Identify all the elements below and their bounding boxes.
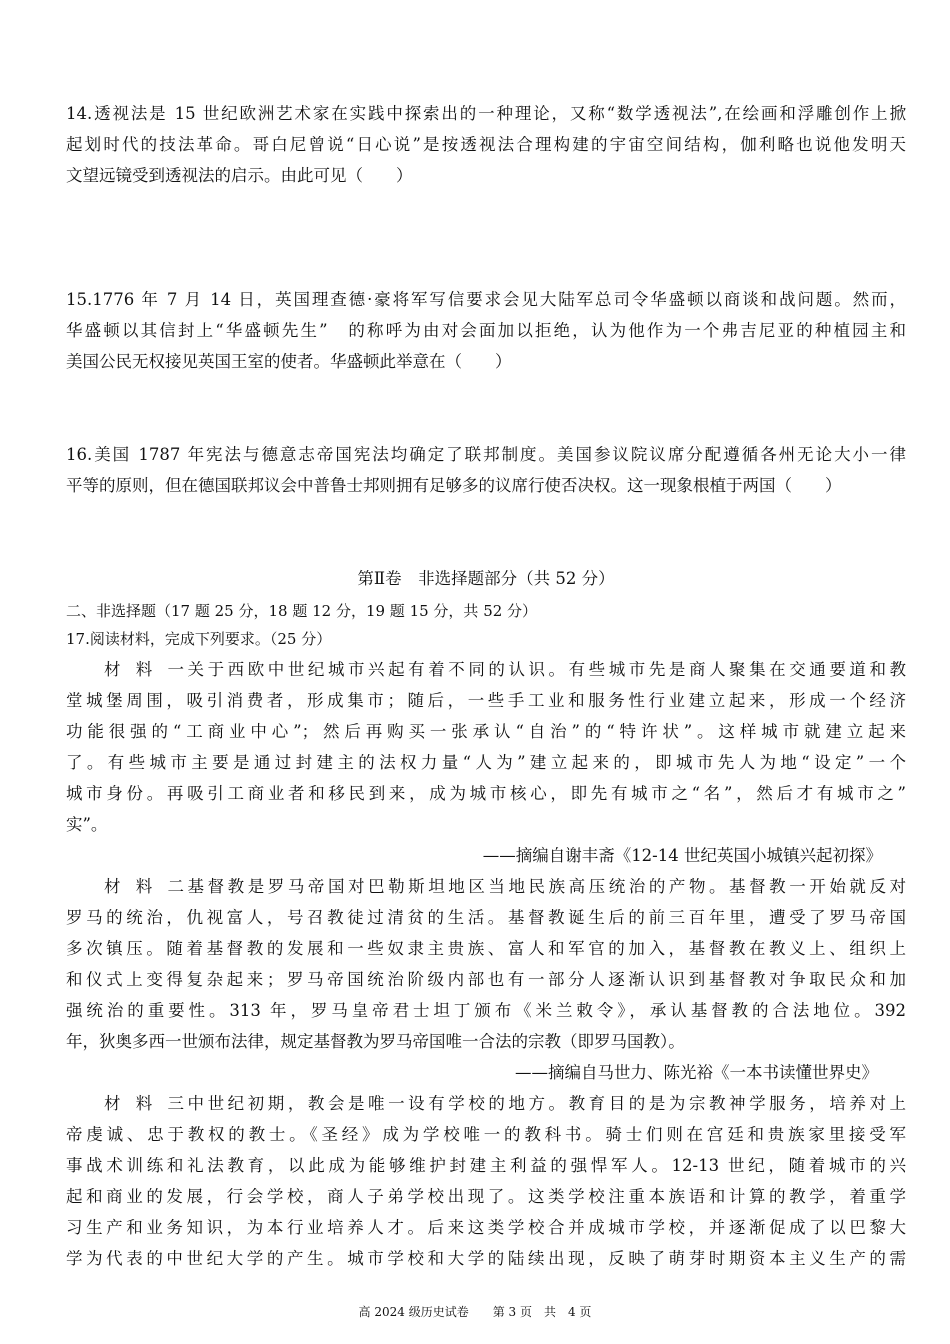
material3-line: 学为代表的中世纪大学的产生。城市学校和大学的陆续出现，反映了萌芽时期资本主义生产的需 xyxy=(66,1249,906,1268)
material3-line: 习生产和业务知识，为本行业培养人才。后来这类学校合并成城市学校，并逐渐促成了以巴黎大 xyxy=(66,1218,906,1237)
material1-text: 关于西欧中世纪城市兴起有着不同的认识。有些城市先是商人聚集在交通要道和教 xyxy=(184,660,906,679)
q16-stem-line: 平等的原则，但在德国联邦议会中普鲁士邦则拥有足够多的议席行使否决权。这一现象根植于两国（ ） xyxy=(66,476,842,495)
material3-label: 材料三 xyxy=(104,1094,184,1113)
section-title: 第Ⅱ卷 非选择题部分（共 52 分） xyxy=(357,569,615,588)
material1-line: 了。有些城市主要是通过封建主的法权力量“人为”建立起来的，即城市先人为地“设定”一个 xyxy=(66,753,906,772)
q14-stem-line: 文望远镜受到透视法的启示。由此可见（ ） xyxy=(66,166,413,185)
page-footer: 高 2024 级历史试卷 第 3 页 共 4 页 xyxy=(358,1305,592,1319)
material2-line xyxy=(104,876,906,898)
material3-line xyxy=(104,1093,906,1115)
q15-stem-line: 15.1776 年 7 月 14 日，英国理查德·豪将军写信要求会见大陆军总司令华盛顿以商谈和战问题。然而， xyxy=(66,290,906,309)
material2-line: 年，狄奥多西一世颁布法律，规定基督教为罗马帝国唯一合法的宗教（即罗马国教）。 xyxy=(66,1032,685,1051)
material3-line: 起和商业的发展，行会学校，商人子弟学校出现了。这类学校注重本族语和计算的教学，着重学 xyxy=(66,1187,906,1206)
material2-label: 材料二 xyxy=(104,877,184,896)
q15-stem-line: 美国公民无权接见英国王室的使者。华盛顿此举意在（ ） xyxy=(66,352,512,371)
section-header: 二、非选择题（17 题 25 分，18 题 12 分，19 题 15 分，共 52 分） xyxy=(66,602,538,620)
q16-stem-line: 16.美国 1787 年宪法与德意志帝国宪法均确定了联邦制度。美国参议院议席分配遵循各州无论大小一律 xyxy=(66,445,906,464)
q17-heading: 17.阅读材料，完成下列要求。（25 分） xyxy=(66,630,332,648)
material1-source: ——摘编自谢丰斋《12-14 世纪英国小城镇兴起初探》 xyxy=(482,846,882,865)
material3-text: 中世纪初期，教会是唯一设有学校的地方。教育目的是为宗教神学服务，培养对上 xyxy=(184,1094,906,1113)
q14-stem-line: 14.透视法是 15 世纪欧洲艺术家在实践中探索出的一种理论，又称“数学透视法”,在绘画和浮雕创作上掀 xyxy=(66,104,906,123)
q14-stem-line: 起划时代的技法革命。哥白尼曾说“日心说”是按透视法合理构建的宇宙空间结构，伽利略也说他发明天 xyxy=(66,135,906,154)
material2-line: 罗马的统治，仇视富人，号召教徒过清贫的生活。基督教诞生后的前三百年里，遭受了罗马帝国 xyxy=(66,908,906,927)
material1-line: 功能很强的“工商业中心”；然后再购买一张承认“自治”的“特许状”。这样城市就建立起来 xyxy=(66,722,906,741)
material1-line: 实”。 xyxy=(66,815,108,834)
material2-line: 强统治的重要性。313 年，罗马皇帝君士坦丁颁布《米兰敕令》，承认基督教的合法地位。392 xyxy=(66,1001,906,1020)
material2-text: 基督教是罗马帝国对巴勒斯坦地区当地民族高压统治的产物。基督教一开始就反对 xyxy=(184,877,906,896)
material2-source: ——摘编自马世力、陈光裕《一本书读懂世界史》 xyxy=(515,1063,878,1082)
material2-line: 和仪式上变得复杂起来；罗马帝国统治阶级内部也有一部分人逐渐认识到基督教对争取民众和加 xyxy=(66,970,906,989)
material1-label: 材料一 xyxy=(104,660,184,679)
material1-line: 城市身份。再吸引工商业者和移民到来，成为城市核心，即先有城市之“名”，然后才有城市之” xyxy=(66,784,906,803)
material2-line: 多次镇压。随着基督教的发展和一些奴隶主贵族、富人和军官的加入，基督教在教义上、组织上 xyxy=(66,939,906,958)
material3-line: 事战术训练和礼法教育，以此成为能够维护封建主利益的强悍军人。12-13 世纪，随着城市的兴 xyxy=(66,1156,906,1175)
material1-line xyxy=(104,659,906,681)
q15-stem-line: 华盛顿以其信封上“华盛顿先生” 的称呼为由对会面加以拒绝，认为他作为一个弗吉尼亚的种植园主和 xyxy=(66,321,906,340)
material1-line: 堂城堡周围，吸引消费者，形成集市；随后，一些手工业和服务性行业建立起来，形成一个经济 xyxy=(66,691,906,710)
material3-line: 帝虔诚、忠于教权的教士。《圣经》成为学校唯一的教科书。骑士们则在宫廷和贵族家里接受军 xyxy=(66,1125,906,1144)
